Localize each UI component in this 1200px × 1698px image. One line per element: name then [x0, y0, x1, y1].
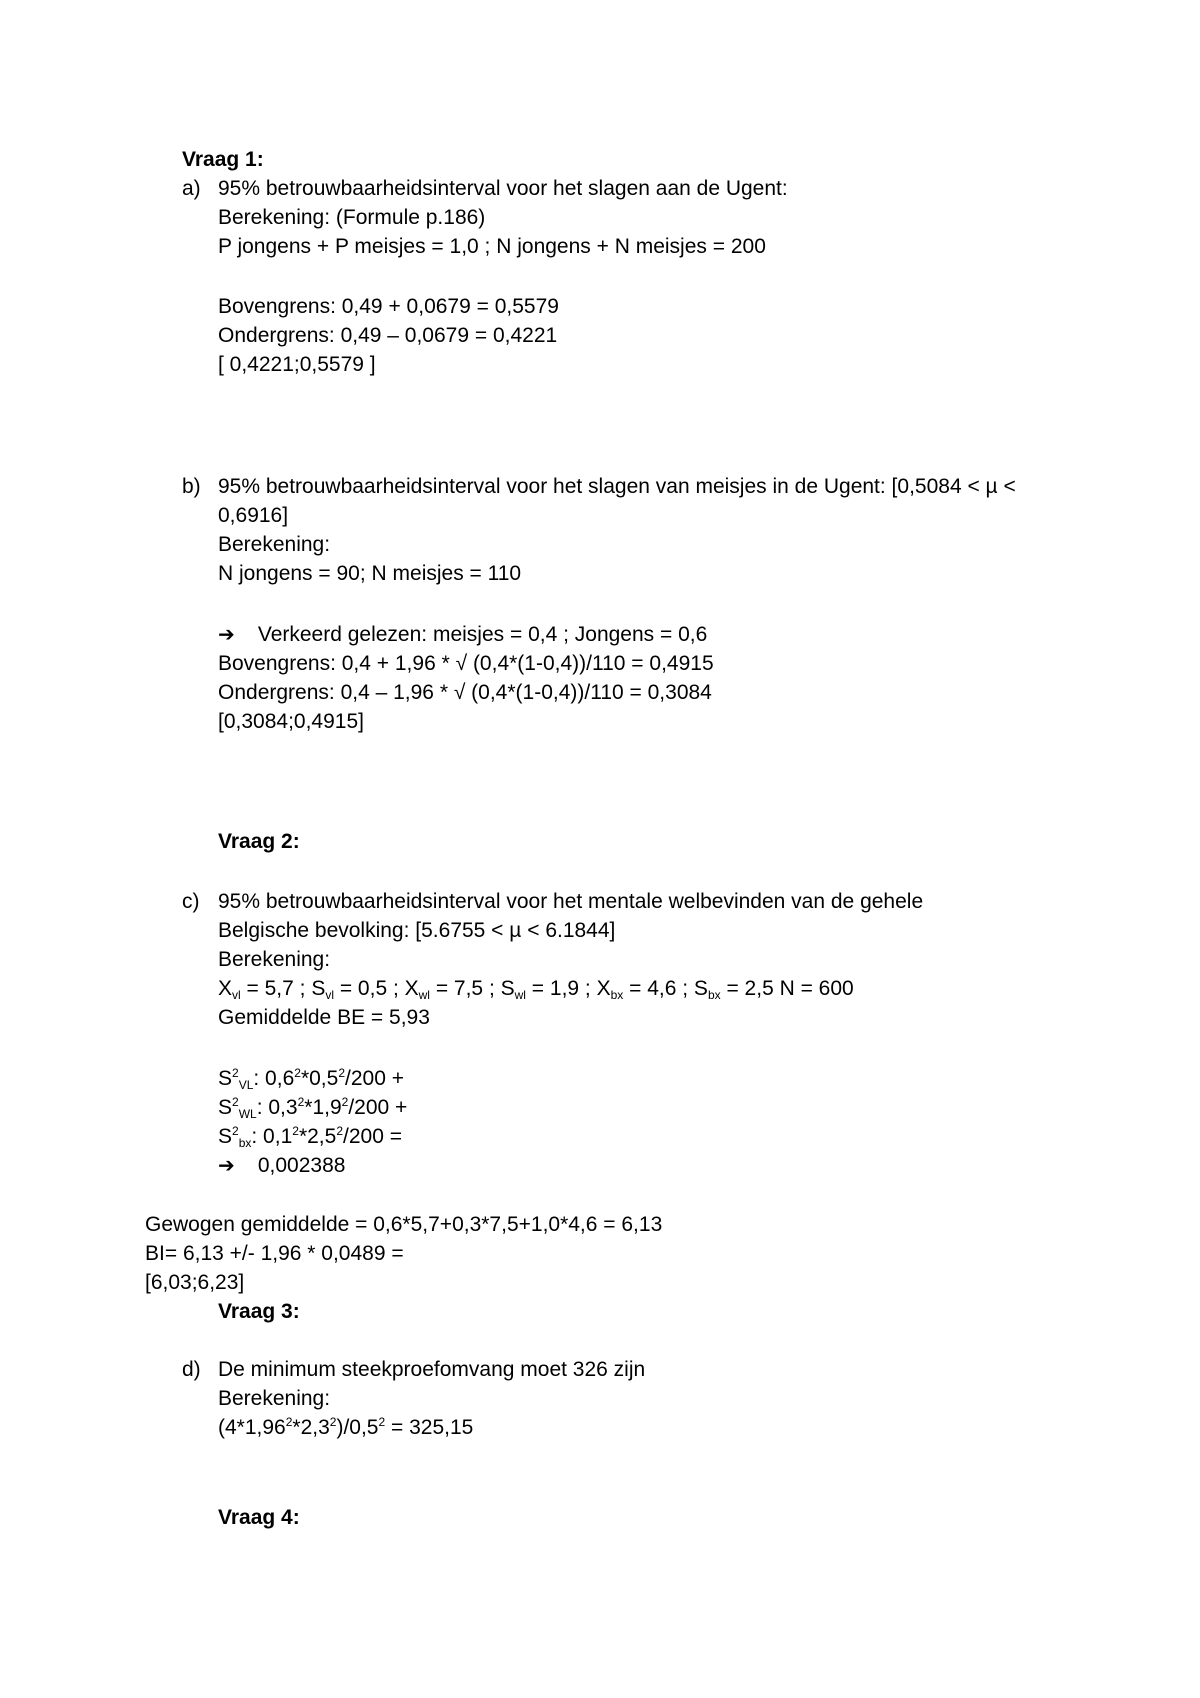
item-b-note-text: Verkeerd gelezen: meisjes = 0,4 ; Jongens = 0,6	[257, 623, 708, 646]
item-c-variance-wl: $S^2_{WL}$: $0,3^2*1,9^2/200$ +	[218, 1095, 408, 1121]
arrow-right-icon: ➔	[218, 624, 235, 646]
item-d-formula: $(4*1,96^2*2,3^2)/0,5^2 = 325,15$	[218, 1415, 474, 1439]
item-b-given: N jongens = 90; N meisjes = 110	[218, 562, 522, 585]
item-b-lower: Ondergrens: 0,4 – 1,96 * √ (0,4*(1-0,4))/110 = 0,3084	[218, 681, 712, 704]
item-c-result-value: 0,002388	[257, 1154, 346, 1177]
vraag3-title: Vraag 3:	[218, 1300, 300, 1323]
item-c-marker: c)	[182, 890, 200, 913]
item-c-mean: Gemiddelde BE = 5,93	[218, 1006, 430, 1029]
item-c-heading-line1: 95% betrouwbaarheidsinterval voor het mentale welbevinden van de gehele	[218, 890, 924, 913]
item-b-calc: Berekening:	[218, 533, 331, 556]
item-b-upper: Bovengrens: 0,4 + 1,96 * √ (0,4*(1-0,4))/110 = 0,4915	[218, 652, 714, 675]
item-c-values: $X_{vl} = 5,7$ ; $S_{vl} = 0,5$ ; $X_{wl} = 7,5$ ; $S_{wl} = 1,9$ ; $X_{bx} = 4,6$ ; $S_{bx} = 2,5$ N = 600	[218, 977, 854, 1002]
item-a-interval: [ 0,4221;0,5579 ]	[218, 353, 376, 376]
item-b-marker: b)	[182, 475, 201, 498]
item-a-heading: 95% betrouwbaarheidsinterval voor het slagen aan de Ugent:	[218, 177, 788, 200]
item-d-calc: Berekening:	[218, 1387, 331, 1410]
item-c-heading-line2: Belgische bevolking: [5.6755 < µ < 6.1844]	[218, 919, 616, 942]
item-a-marker: a)	[182, 177, 201, 200]
item-a-lower: Ondergrens: 0,49 – 0,0679 = 0,4221	[218, 324, 558, 347]
arrow-right-icon: ➔	[218, 1155, 235, 1177]
item-b-heading-line2: 0,6916]	[218, 504, 289, 527]
item-a-upper: Bovengrens: 0,49 + 0,0679 = 0,5579	[218, 295, 559, 318]
bi-formula: BI= 6,13 +/- 1,96 * 0,0489 =	[145, 1242, 404, 1265]
item-c-variance-bx: $S^2_{bx}$: $0,1^2*2,5^2/200$ =	[218, 1124, 402, 1150]
item-a-calc: Berekening: (Formule p.186)	[218, 206, 486, 229]
item-b-note	[218, 622, 707, 648]
item-c-variance-vl: $S^2_{VL}$: $0,6^2*0,5^2/200$ +	[218, 1066, 404, 1092]
item-d-marker: d)	[182, 1358, 201, 1381]
vraag2-title: Vraag 2:	[218, 830, 300, 853]
item-b-interval: [0,3084;0,4915]	[218, 710, 364, 733]
vraag1-title: Vraag 1:	[182, 148, 264, 171]
item-d-heading: De minimum steekproefomvang moet 326 zijn	[218, 1358, 646, 1381]
item-c-result	[218, 1153, 345, 1179]
item-b-heading-line1: 95% betrouwbaarheidsinterval voor het slagen van meisjes in de Ugent: [0,5084 < µ <	[218, 475, 1016, 498]
weighted-mean: Gewogen gemiddelde = 0,6*5,7+0,3*7,5+1,0*4,6 = 6,13	[145, 1213, 663, 1236]
item-c-calc: Berekening:	[218, 948, 331, 971]
item-a-given: P jongens + P meisjes = 1,0 ; N jongens + N meisjes = 200	[218, 235, 766, 258]
bi-interval: [6,03;6,23]	[145, 1271, 245, 1294]
vraag4-title: Vraag 4:	[218, 1506, 300, 1529]
